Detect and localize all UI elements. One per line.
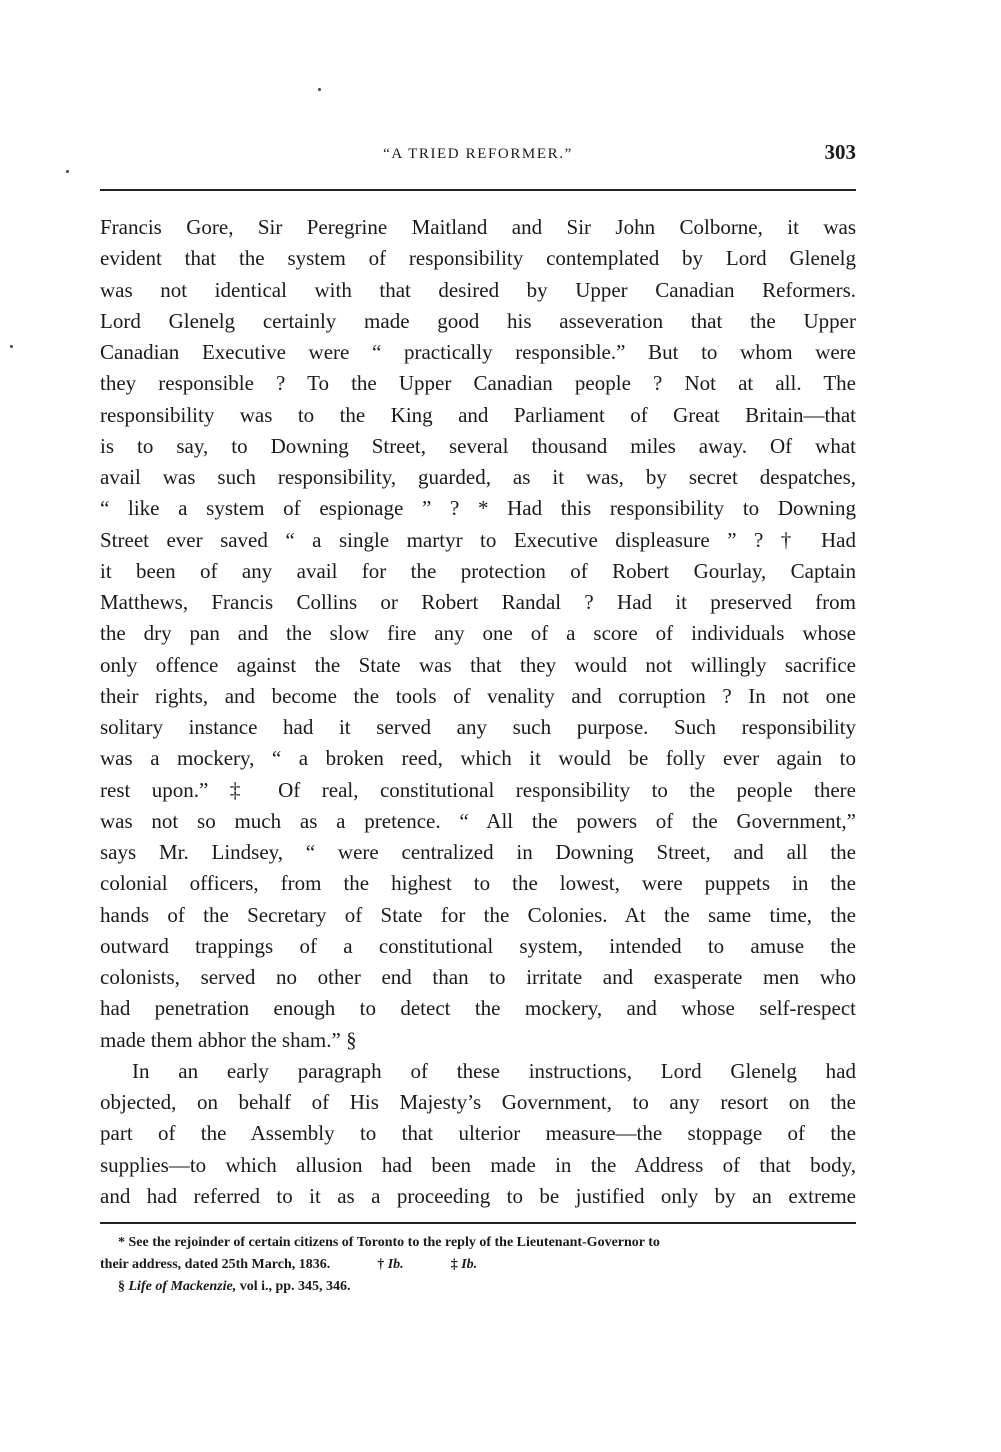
text-line: was a mockery, “ a broken reed, which it would be folly ever again to xyxy=(100,746,856,771)
text-line: avail was such responsibility, guarded, as it was, by secret despatches, xyxy=(100,465,856,489)
text-line: the dry pan and the slow fire any one of a score of individuals whose xyxy=(100,621,856,646)
text-line: hands of the Secretary of State for the Colonies. At the same time, the xyxy=(100,902,856,927)
text-line: evident that the system of responsibility contemplated by Lord Glenelg xyxy=(100,246,856,271)
footnote-2-ref: Ib. xyxy=(387,1257,404,1272)
running-title: “A TRIED REFORMER.” xyxy=(383,146,573,162)
paragraph-start-line: In an early paragraph of these instructions, Lord Glenelg had xyxy=(132,1058,856,1083)
text-line: responsibility was to the King and Parliament of Great Britain—that xyxy=(100,402,856,427)
page-number: 303 xyxy=(824,140,856,164)
text-line: they responsible ? To the Upper Canadian people ? Not at all. The xyxy=(100,371,856,396)
text-line: and had referred to it as a proceeding to be justified only by an extreme xyxy=(100,1183,856,1208)
footnote-1-text: their address, dated 25th March, 1836. xyxy=(100,1257,331,1272)
text-line: solitary instance had it served any such purpose. Such responsibility xyxy=(100,715,856,739)
footnote-3-ref: Ib. xyxy=(461,1257,478,1272)
text-line: Lord Glenelg certainly made good his asseveration that the Upper xyxy=(100,308,856,333)
footnote-4-rest: vol i., pp. 345, 346. xyxy=(236,1279,351,1294)
text-line: only offence against the State was that they would not willingly sacrifice xyxy=(100,652,856,677)
text-line: Matthews, Francis Collins or Robert Randal ? Had it preserved from xyxy=(100,590,856,614)
text-line: Street ever saved “ a single martyr to Executive displeasure ” ? † Had xyxy=(100,527,856,552)
footnote-4-mark: § xyxy=(118,1279,125,1294)
scan-speck xyxy=(10,345,13,348)
footnote-4-title: Life of Mackenzie, xyxy=(128,1279,237,1294)
footnote-3-mark: ‡ xyxy=(450,1257,458,1272)
footnote-2-mark: † xyxy=(377,1257,385,1272)
text-line: supplies—to which allusion had been made in the Address of that body, xyxy=(100,1152,856,1177)
text-line: it been of any avail for the protection of Robert Gourlay, Captain xyxy=(100,558,856,583)
page-header xyxy=(100,140,856,176)
text-line: Francis Gore, Sir Peregrine Maitland and Sir John Colborne, it was xyxy=(100,215,856,239)
footnotes xyxy=(100,1232,856,1298)
text-line: is to say, to Downing Street, several thousand miles away. Of what xyxy=(100,433,856,458)
text-line: their rights, and become the tools of venality and corruption ? In not one xyxy=(100,683,856,708)
body-text xyxy=(100,212,856,1212)
text-line: made them abhor the sham.” § xyxy=(100,1027,357,1052)
text-line: outward trappings of a constitutional system, intended to amuse the xyxy=(100,933,856,958)
footnote-rule xyxy=(100,1222,856,1224)
text-line: was not identical with that desired by Upper Canadian Reformers. xyxy=(100,277,856,302)
text-line: says Mr. Lindsey, “ were centralized in Downing Street, and all the xyxy=(100,840,856,864)
scan-speck xyxy=(318,88,321,91)
text-line: rest upon.” ‡ Of real, constitutional responsibility to the people there xyxy=(100,777,856,802)
scan-speck xyxy=(66,170,69,173)
footnote-1-line-2 xyxy=(100,1254,856,1276)
text-line: “ like a system of espionage ” ? * Had this responsibility to Downing xyxy=(100,496,856,521)
footnote-4 xyxy=(100,1276,856,1298)
text-line: colonists, served no other end than to irritate and exasperate men who xyxy=(100,965,856,989)
header-rule xyxy=(100,189,856,191)
footnote-1-line-1: * See the rejoinder of certain citizens of Toronto to the reply of the Lieutenant-Governor to xyxy=(118,1235,660,1250)
text-line: was not so much as a pretence. “ All the powers of the Government,” xyxy=(100,808,856,833)
text-line: objected, on behalf of His Majesty’s Government, to any resort on the xyxy=(100,1090,856,1114)
text-line: part of the Assembly to that ulterior measure—the stoppage of the xyxy=(100,1121,856,1146)
text-line: Canadian Executive were “ practically responsible.” But to whom were xyxy=(100,340,856,364)
text-line: had penetration enough to detect the mockery, and whose self-respect xyxy=(100,996,856,1021)
text-line: colonial officers, from the highest to the lowest, were puppets in the xyxy=(100,871,856,896)
